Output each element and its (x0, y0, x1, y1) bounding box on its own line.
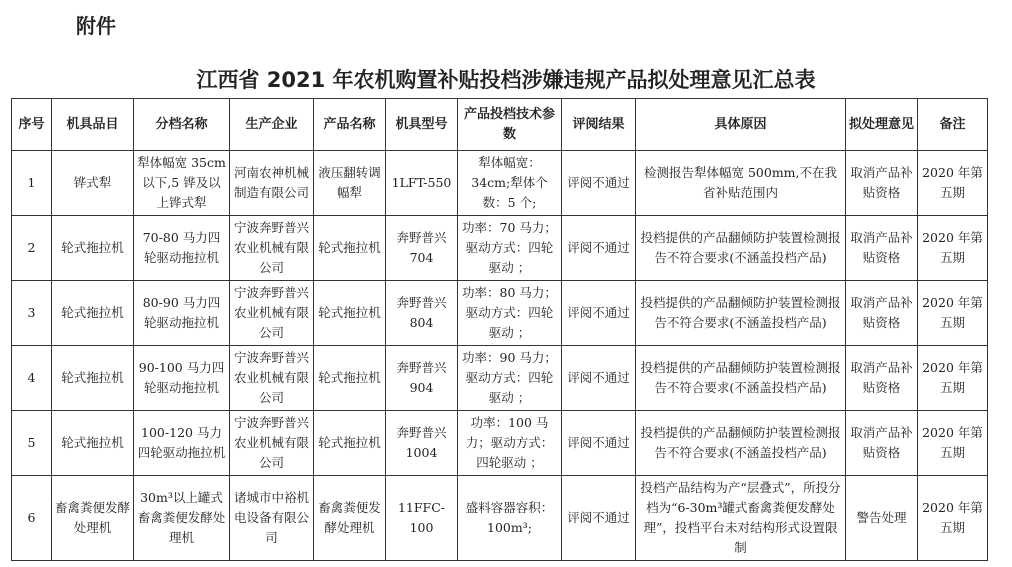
cell-tier: 70-80 马力四轮驱动拖拉机 (134, 216, 230, 281)
cell-product: 轮式拖拉机 (314, 216, 386, 281)
cell-index: 2 (12, 216, 52, 281)
header-remark: 备注 (918, 99, 988, 151)
cell-index: 4 (12, 346, 52, 411)
cell-result: 评阅不通过 (562, 151, 636, 216)
cell-model: 1LFT-550 (386, 151, 458, 216)
cell-opinion: 取消产品补贴资格 (846, 216, 918, 281)
cell-params: 功率：70 马力；驱动方式：四轮驱动 ； (458, 216, 562, 281)
header-reason: 具体原因 (636, 99, 846, 151)
cell-manufacturer: 河南农神机械制造有限公司 (230, 151, 314, 216)
cell-remark: 2020 年第五期 (918, 476, 988, 561)
cell-model: 奔野普兴 804 (386, 281, 458, 346)
header-tier: 分档名称 (134, 99, 230, 151)
cell-manufacturer: 诸城市中裕机电设备有限公司 (230, 476, 314, 561)
header-row (12, 99, 988, 151)
cell-tier: 犁体幅宽 35cm 以下,5 铧及以上铧式犁 (134, 151, 230, 216)
cell-reason: 投档提供的产品翻倾防护装置检测报告不符合要求(不涵盖投档产品) (636, 216, 846, 281)
table-row (12, 411, 988, 476)
cell-index: 3 (12, 281, 52, 346)
cell-remark: 2020 年第五期 (918, 151, 988, 216)
cell-result: 评阅不通过 (562, 281, 636, 346)
cell-category: 轮式拖拉机 (52, 411, 134, 476)
cell-index: 6 (12, 476, 52, 561)
cell-opinion: 取消产品补贴资格 (846, 151, 918, 216)
table-row (12, 476, 988, 561)
cell-model: 奔野普兴 704 (386, 216, 458, 281)
cell-tier: 30m³以上罐式畜禽粪便发酵处理机 (134, 476, 230, 561)
cell-product: 畜禽粪便发酵处理机 (314, 476, 386, 561)
cell-index: 5 (12, 411, 52, 476)
cell-manufacturer: 宁波奔野普兴农业机械有限公司 (230, 216, 314, 281)
table-row (12, 346, 988, 411)
cell-opinion: 取消产品补贴资格 (846, 411, 918, 476)
cell-index: 1 (12, 151, 52, 216)
header-params: 产品投档技术参数 (458, 99, 562, 151)
cell-params: 功率：80 马力；驱动方式：四轮驱动 ； (458, 281, 562, 346)
cell-manufacturer: 宁波奔野普兴农业机械有限公司 (230, 346, 314, 411)
cell-opinion: 警告处理 (846, 476, 918, 561)
header-model: 机具型号 (386, 99, 458, 151)
cell-product: 轮式拖拉机 (314, 411, 386, 476)
cell-model: 11FFC-100 (386, 476, 458, 561)
cell-reason: 投档提供的产品翻倾防护装置检测报告不符合要求(不涵盖投档产品) (636, 346, 846, 411)
cell-category: 轮式拖拉机 (52, 281, 134, 346)
cell-product: 轮式拖拉机 (314, 281, 386, 346)
header-product: 产品名称 (314, 99, 386, 151)
cell-params: 功率：90 马力；驱动方式：四轮驱动 ； (458, 346, 562, 411)
cell-result: 评阅不通过 (562, 411, 636, 476)
cell-remark: 2020 年第五期 (918, 216, 988, 281)
cell-result: 评阅不通过 (562, 216, 636, 281)
cell-remark: 2020 年第五期 (918, 346, 988, 411)
cell-reason: 投档提供的产品翻倾防护装置检测报告不符合要求(不涵盖投档产品) (636, 411, 846, 476)
cell-reason: 投档产品结构为产“层叠式”，所投分档为“6-30m³罐式畜禽粪便发酵处理”，投档平台未对结构形式设置限制 (636, 476, 846, 561)
cell-tier: 100-120 马力四轮驱动拖拉机 (134, 411, 230, 476)
cell-result: 评阅不通过 (562, 476, 636, 561)
cell-params: 盛料容器容积：100m³; (458, 476, 562, 561)
header-opinion: 拟处理意见 (846, 99, 918, 151)
cell-remark: 2020 年第五期 (918, 411, 988, 476)
cell-product: 液压翻转调幅犁 (314, 151, 386, 216)
cell-result: 评阅不通过 (562, 346, 636, 411)
cell-reason: 投档提供的产品翻倾防护装置检测报告不符合要求(不涵盖投档产品) (636, 281, 846, 346)
header-category: 机具品目 (52, 99, 134, 151)
header-manufacturer: 生产企业 (230, 99, 314, 151)
cell-opinion: 取消产品补贴资格 (846, 346, 918, 411)
cell-category: 轮式拖拉机 (52, 216, 134, 281)
summary-table (11, 98, 988, 561)
table-row (12, 281, 988, 346)
header-index: 序号 (12, 99, 52, 151)
cell-params: 功率：100 马力；驱动方式：四轮驱动 ； (458, 411, 562, 476)
cell-tier: 90-100 马力四轮驱动拖拉机 (134, 346, 230, 411)
table-row (12, 216, 988, 281)
cell-remark: 2020 年第五期 (918, 281, 988, 346)
table-row (12, 151, 988, 216)
cell-opinion: 取消产品补贴资格 (846, 281, 918, 346)
cell-category: 铧式犁 (52, 151, 134, 216)
cell-reason: 检测报告犁体幅宽 500mm,不在我省补贴范围内 (636, 151, 846, 216)
cell-manufacturer: 宁波奔野普兴农业机械有限公司 (230, 281, 314, 346)
header-result: 评阅结果 (562, 99, 636, 151)
cell-params: 犁体幅宽：34cm;犁体个数：5 个; (458, 151, 562, 216)
attachment-label: 附件 (76, 14, 116, 38)
cell-tier: 80-90 马力四轮驱动拖拉机 (134, 281, 230, 346)
cell-manufacturer: 宁波奔野普兴农业机械有限公司 (230, 411, 314, 476)
cell-category: 畜禽粪便发酵处理机 (52, 476, 134, 561)
cell-product: 轮式拖拉机 (314, 346, 386, 411)
cell-model: 奔野普兴 904 (386, 346, 458, 411)
page-title: 江西省 2021 年农机购置补贴投档涉嫌违规产品拟处理意见汇总表 (196, 68, 816, 92)
cell-category: 轮式拖拉机 (52, 346, 134, 411)
cell-model: 奔野普兴 1004 (386, 411, 458, 476)
